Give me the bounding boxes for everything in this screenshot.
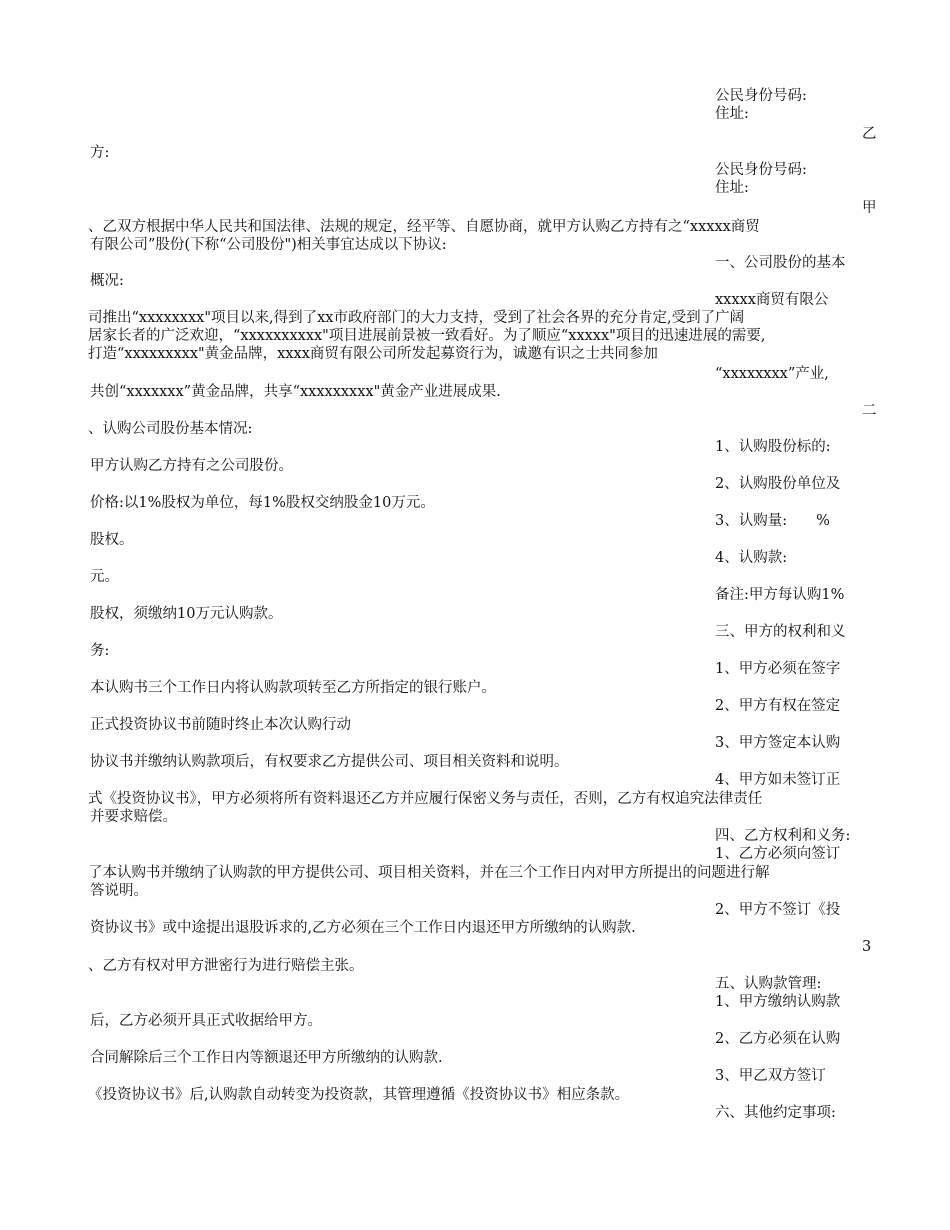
party-b-label-end: 方: <box>90 145 110 161</box>
section-1-para-line-3: 打造“xxxxxxxxx"黄金品牌，xxxx商贸有限公司所发起募资行为，诚邀有识之士共同参加 <box>88 346 658 362</box>
item-4-1-content-line-2: 答说明。 <box>90 883 148 899</box>
item-4-1-content-line-1: 了本认购书并缴纳了认购款的甲方提供公司、项目相关资料，并在三个工作日内对甲方所提出的问题进行解 <box>88 865 770 881</box>
item-2-4-label: 4、认购款: <box>715 550 788 566</box>
item-2-3-label: 3、认购量: % <box>715 513 830 529</box>
section-3-heading-end: 务: <box>90 643 110 659</box>
item-2-2-label: 2、认购股份单位及 <box>715 476 841 492</box>
item-4-2-content: 资协议书》或中途提出退股诉求的,乙方必须在三个工作日内退还甲方所缴纳的认购款. <box>90 920 636 936</box>
section-1-heading-end: 概况: <box>90 273 124 289</box>
section-4-heading: 四、乙方权利和义务: <box>715 828 851 844</box>
section-3-heading: 三、甲方的权利和义 <box>715 624 846 640</box>
item-2-1-content: 甲方认购乙方持有之公司股份。 <box>90 458 293 474</box>
item-4-2-label: 2、甲方不签订《投 <box>715 902 841 918</box>
party-b-label-start: 乙 <box>862 126 877 142</box>
party-b-address-label: 住址: <box>715 180 749 196</box>
item-5-1-content: 后，乙方必须开具正式收据给甲方。 <box>90 1013 322 1029</box>
item-3-3-label: 3、甲方签定本认购 <box>715 735 841 751</box>
preamble-start: 甲 <box>862 200 877 216</box>
item-5-2-label: 2、乙方必须在认购 <box>715 1031 841 1047</box>
party-a-address-label: 住址: <box>715 106 749 122</box>
item-2-4-content: 元。 <box>90 569 119 585</box>
item-5-3-content: 《投资协议书》后,认购款自动转变为投资款，其管理遵循《投资协议书》相应条款。 <box>88 1087 630 1103</box>
item-3-1-label: 1、甲方必须在签字 <box>715 661 841 677</box>
section-1-heading: 一、公司股份的基本 <box>715 255 846 271</box>
section-2-number: 二 <box>862 403 877 419</box>
item-3-2-label: 2、甲方有权在签定 <box>715 698 841 714</box>
party-a-id-number-label: 公民身份号码: <box>715 88 807 104</box>
section-1-para-line-4: “xxxxxxxx”产业, <box>715 366 829 382</box>
item-5-3-label: 3、甲乙双方签订 <box>715 1068 826 1084</box>
section-1-para-line-5: 共创“xxxxxxx”黄金品牌，共享“xxxxxxxxx"黄金产业进展成果. <box>90 384 501 400</box>
item-3-3-content: 协议书并缴纳认购款项后，有权要求乙方提供公司、项目相关资料和说明。 <box>90 754 569 770</box>
item-3-4-content-line-2: 并要求赔偿。 <box>90 809 177 825</box>
note-content: 股权，须缴纳10万元认购款。 <box>90 606 283 622</box>
item-3-1-content: 本认购书三个工作日内将认购款项转至乙方所指定的银行账户。 <box>90 680 496 696</box>
preamble-line-2: 有限公司”股份(下称“公司股份")相关事宜达成以下协议: <box>90 237 447 253</box>
preamble-line-1: 、乙双方根据中华人民共和国法律、法规的规定，经平等、自愿协商，就甲方认购乙方持有之“xxxxx商贸 <box>88 219 760 235</box>
section-5-heading: 五、认购款管理: <box>715 976 822 992</box>
section-1-para-start: xxxxx商贸有限公 <box>715 292 829 308</box>
item-2-2-content: 价格:以1%股权为单位，每1%股权交纳股金10万元。 <box>90 495 435 511</box>
section-1-para-line-1: 司推出“xxxxxxxx"项目以来,得到了xx市政府部门的大力支持，受到了社会各界的充分肯定,受到了广阔 <box>88 310 745 326</box>
note-label: 备注:甲方每认购1% <box>715 587 845 603</box>
item-2-3-content: 股权。 <box>90 532 134 548</box>
item-4-3-number: 3 <box>862 939 872 955</box>
item-2-1-label: 1、认购股份标的: <box>715 439 831 455</box>
item-5-1-label: 1、甲方缴纳认购款 <box>715 994 841 1010</box>
item-3-2-content: 正式投资协议书前随时终止本次认购行动 <box>90 717 351 733</box>
item-5-2-content: 合同解除后三个工作日内等额退还甲方所缴纳的认购款. <box>90 1050 443 1066</box>
section-6-heading: 六、其他约定事项: <box>715 1105 836 1121</box>
item-4-3-content: 、乙方有权对甲方泄密行为进行赔偿主张。 <box>88 958 364 974</box>
section-1-para-line-2: 居家长者的广泛欢迎，“xxxxxxxxxx"项目进展前景被一致看好。为了顺应“xxxxx"项目的迅速进展的需要, <box>88 328 766 344</box>
item-3-4-content-line-1: 式《投资协议书》，甲方必须将所有资料退还乙方并应履行保密义务与责任，否则，乙方有权追究法律责任 <box>88 791 763 807</box>
section-2-heading: 、认购公司股份基本情况: <box>88 421 253 437</box>
item-4-1-label: 1、乙方必须向签订 <box>715 846 841 862</box>
item-3-4-label: 4、甲方如未签订正 <box>715 772 841 788</box>
party-b-id-number-label: 公民身份号码: <box>715 162 807 178</box>
